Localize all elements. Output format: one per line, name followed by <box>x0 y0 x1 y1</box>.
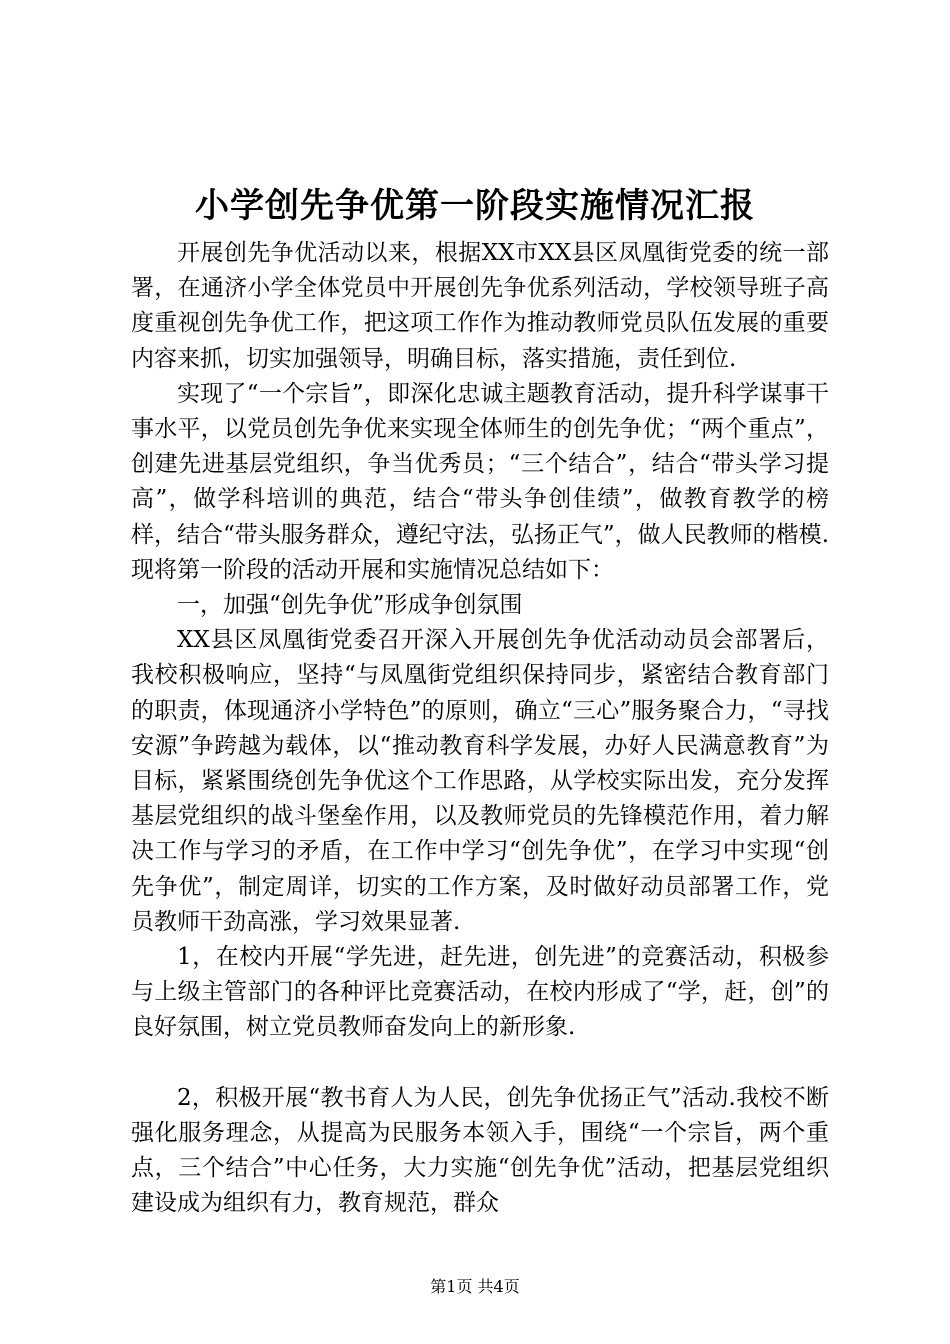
page-footer: 第1页 共4页 <box>430 1277 520 1296</box>
document-body <box>131 236 829 1221</box>
paragraph-goals: 实现了“一个宗旨”，即深化忠诚主题教育活动，提升科学谋事干事水平，以党员创先争优来实现全体师生的创先争优；“两个重点”，创建先进基层党组织，争当优秀员；“三个结合”，结合“带头学习提高”，做学科培训的典范，结合“带头争创佳绩”，做教育教学的榜样，结合“带头服务群众，遵纪守法，弘扬正气”，做人民教师的楷模.现将第一阶段的活动开展和实施情况总结如下： <box>131 380 829 583</box>
paragraph-intro: 开展创先争优活动以来，根据XX市XX县区凤凰街党委的统一部署，在通济小学全体党员中开展创先争优系列活动，学校领导班子高度重视创先争优工作，把这项工作作为推动教师党员队伍发展的重要内容来抓，切实加强领导，明确目标，落实措施，责任到位. <box>131 240 829 372</box>
paragraph-item-2: 2，积极开展“教书育人为人民，创先争优扬正气”活动.我校不断强化服务理念，从提高为民服务本领入手，围绕“一个宗旨，两个重点，三个结合”中心任务，大力实施“创先争优”活动，把基层党组织建设成为组织有力，教育规范，群众 <box>131 1084 829 1217</box>
paragraph-deployment: XX县区凤凰街党委召开深入开展创先争优活动动员会部署后，我校积极响应，坚持“与凤凰街党组织保持同步，紧密结合教育部门的职责，体现通济小学特色”的原则，确立“三心”服务聚合力，“寻找安源”争跨越为载体，以“推动教育科学发展，办好人民满意教育”为目标，紧紧围绕创先争优这个工作思路，从学校实际出发，充分发挥基层党组织的战斗堡垒作用，以及教师党员的先锋模范作用，着力解决工作与学习的矛盾，在工作中学习“创先争优”，在学习中实现“创先争优”，制定周详，切实的工作方案，及时做好动员部署工作，党员教师干劲高涨，学习效果显著. <box>131 627 829 935</box>
section-heading: 一，加强“创先争优”形成争创氛围 <box>177 592 523 619</box>
document-title: 小学创先争优第一阶段实施情况汇报 <box>195 186 755 226</box>
paragraph-item-1: 1，在校内开展“学先进，赶先进，创先进”的竞赛活动，积极参与上级主管部门的各种评比竞赛活动，在校内形成了“学，赶，创”的良好氛围，树立党员教师奋发向上的新形象. <box>131 944 829 1041</box>
